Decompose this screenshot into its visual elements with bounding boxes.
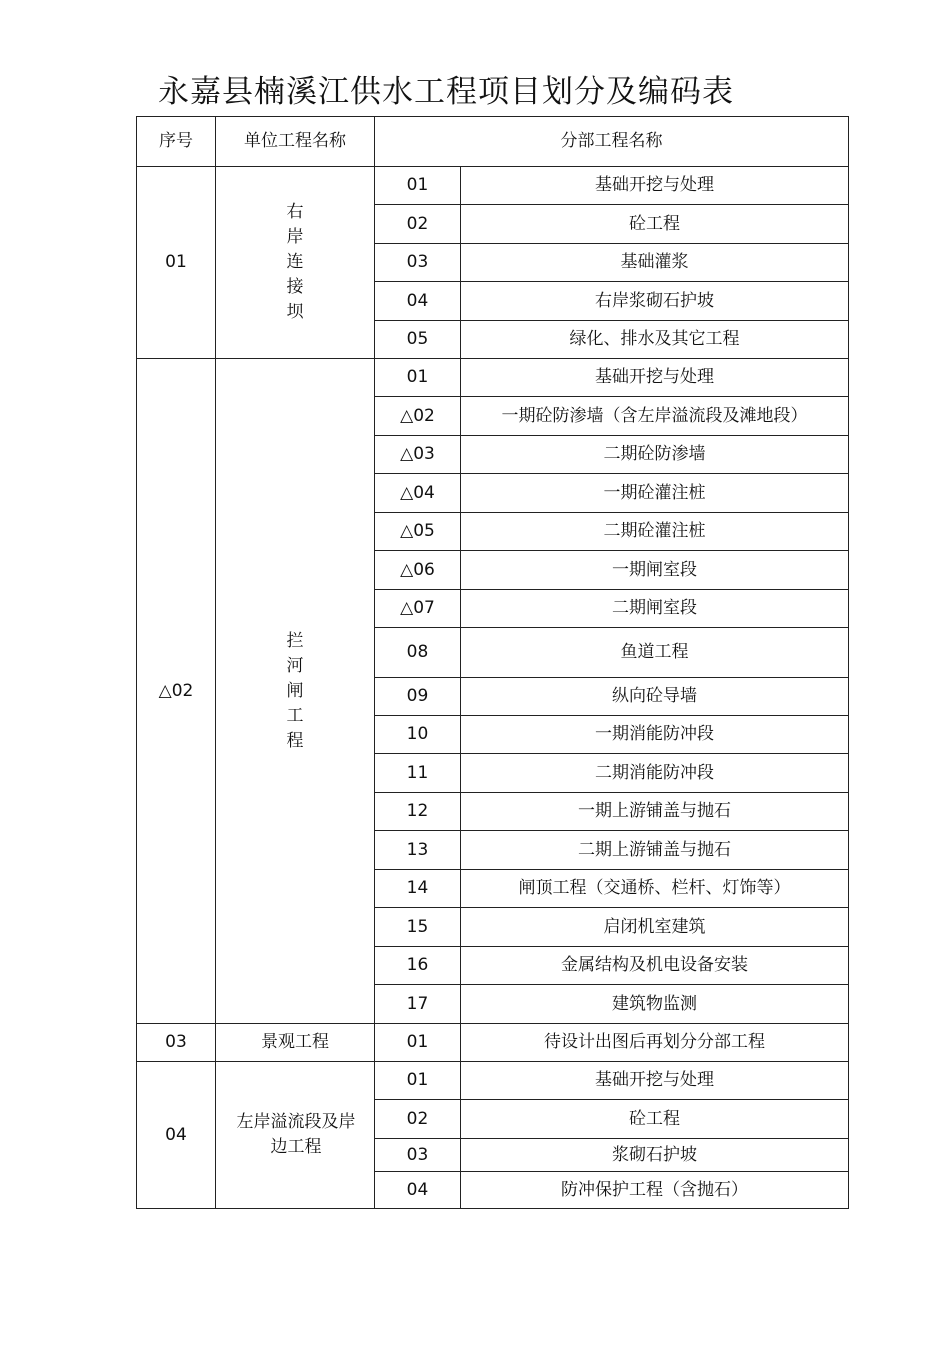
- unit-code: 03: [137, 1024, 216, 1062]
- unit-code: 04: [137, 1062, 216, 1209]
- part-code: 01: [375, 359, 461, 397]
- part-name: 浆砌石护坡: [461, 1139, 849, 1172]
- part-name: 二期砼防渗墙: [461, 436, 849, 474]
- part-name: 启闭机室建筑: [461, 908, 849, 947]
- part-code: 12: [375, 793, 461, 831]
- part-code: 10: [375, 716, 461, 754]
- part-code: 11: [375, 754, 461, 793]
- part-name: 闸顶工程（交通桥、栏杆、灯饰等）: [461, 870, 849, 908]
- part-code: 16: [375, 947, 461, 985]
- part-name: 二期闸室段: [461, 590, 849, 628]
- part-name: 基础开挖与处理: [461, 1062, 849, 1100]
- table-row: [137, 1062, 849, 1100]
- part-name: 一期砼灌注桩: [461, 474, 849, 513]
- unit-name: [216, 1062, 375, 1209]
- part-code: △06: [375, 551, 461, 590]
- part-name: 一期砼防渗墙（含左岸溢流段及滩地段）: [461, 397, 849, 436]
- part-name: 金属结构及机电设备安装: [461, 947, 849, 985]
- part-name: 基础开挖与处理: [461, 167, 849, 205]
- unit-name-text: 拦 河 闸 工 程: [286, 630, 304, 751]
- part-name: 鱼道工程: [461, 628, 849, 678]
- part-name: 二期砼灌注桩: [461, 513, 849, 551]
- part-code: △07: [375, 590, 461, 628]
- header-part-name: 分部工程名称: [375, 117, 849, 167]
- unit-code: 01: [137, 167, 216, 359]
- table-row: [137, 359, 849, 397]
- part-code: 01: [375, 1062, 461, 1100]
- unit-name-text: 左岸溢流段及岸边工程: [236, 1112, 356, 1157]
- part-name: 绿化、排水及其它工程: [461, 321, 849, 359]
- part-code: 04: [375, 1172, 461, 1209]
- part-code: 03: [375, 244, 461, 282]
- part-code: 13: [375, 831, 461, 870]
- table-row: [137, 167, 849, 205]
- unit-name: [216, 167, 375, 359]
- unit-name: [216, 359, 375, 1024]
- part-name: 建筑物监测: [461, 985, 849, 1024]
- part-code: 08: [375, 628, 461, 678]
- part-name: 一期闸室段: [461, 551, 849, 590]
- unit-name-text: 右 岸 连 接 坝: [286, 202, 304, 322]
- part-code: △04: [375, 474, 461, 513]
- header-unit-name: 单位工程名称: [216, 117, 375, 167]
- part-name: 纵向砼导墙: [461, 678, 849, 716]
- part-code: 02: [375, 205, 461, 244]
- part-name: 砼工程: [461, 1100, 849, 1139]
- part-name: 基础灌浆: [461, 244, 849, 282]
- part-name: 待设计出图后再划分分部工程: [461, 1024, 849, 1062]
- part-code: 01: [375, 1024, 461, 1062]
- document-title: 永嘉县楠溪江供水工程项目划分及编码表: [158, 74, 734, 110]
- part-code: △03: [375, 436, 461, 474]
- part-name: 右岸浆砌石护坡: [461, 282, 849, 321]
- part-code: 03: [375, 1139, 461, 1172]
- part-name: 二期消能防冲段: [461, 754, 849, 793]
- unit-code: △02: [137, 359, 216, 1024]
- part-code: 05: [375, 321, 461, 359]
- table-row: [137, 1024, 849, 1062]
- part-code: 09: [375, 678, 461, 716]
- project-division-table: [136, 116, 849, 1209]
- unit-name: 景观工程: [216, 1024, 375, 1062]
- part-name: 二期上游铺盖与抛石: [461, 831, 849, 870]
- part-code: 17: [375, 985, 461, 1024]
- part-name: 一期上游铺盖与抛石: [461, 793, 849, 831]
- table-header-row: [137, 117, 849, 167]
- part-code: 02: [375, 1100, 461, 1139]
- part-code: 01: [375, 167, 461, 205]
- part-name: 基础开挖与处理: [461, 359, 849, 397]
- part-code: △02: [375, 397, 461, 436]
- part-code: 14: [375, 870, 461, 908]
- part-code: 04: [375, 282, 461, 321]
- part-name: 一期消能防冲段: [461, 716, 849, 754]
- header-seq: 序号: [137, 117, 216, 167]
- part-name: 防冲保护工程（含抛石）: [461, 1172, 849, 1209]
- part-code: △05: [375, 513, 461, 551]
- part-name: 砼工程: [461, 205, 849, 244]
- part-code: 15: [375, 908, 461, 947]
